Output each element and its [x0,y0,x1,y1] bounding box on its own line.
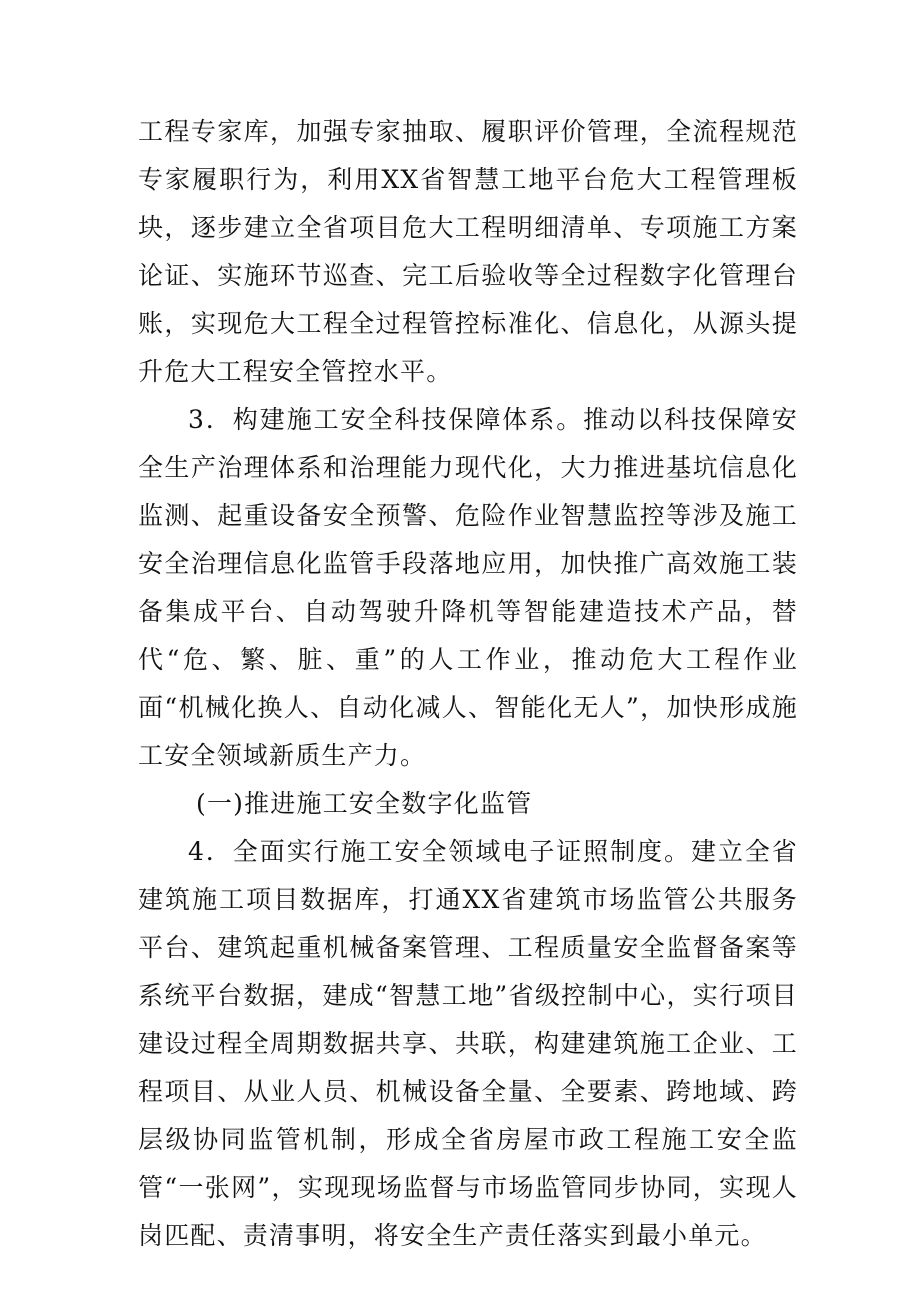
text-line: 工程专家库，加强专家抽取、履职评价管理，全流程规范专家 [138,117,798,194]
text-line: 驾驶升降机等智能建造技术产品，替代“危、繁、脏、重”的 [138,597,798,674]
text-line: 据共享、共联，构建建筑施工企业、工程项目、从业人员、机 [138,1029,798,1106]
text-line: 履职行为，利用XX省智慧工地平台危大工程管理板块，逐步建 [138,165,798,242]
text-line: 智能化无人”，加快形成施工安全领域新质生产力。 [138,693,798,770]
text-line: 起重机械备案管理、工程质量安全监督备案等系统平台数据， [138,933,798,1010]
section-heading: (一)推进施工安全数字化监管 [196,789,533,818]
paragraph-item-4 [138,828,798,1260]
paragraph-continued [138,108,798,396]
text-line: 场监管同步协同，实现人岗匹配、责清事明，将安全生产责任 [138,1173,798,1250]
text-line: 4．全面实行施工安全领域电子证照制度。建立全省建筑 [138,837,798,914]
text-line: 化监管手段落地应用，加快推广高效施工装备集成平台、自动 [138,549,798,626]
text-line: 省房屋市政工程施工安全监管“一张网”，实现现场监督与市 [138,1125,799,1202]
text-line: 巡查、完工后验收等全过程数字化管理台账，实现危大工程全 [138,261,798,338]
text-line: 施工项目数据库，打通XX省建筑市场监管公共服务平台、建筑 [138,885,798,962]
text-line: 立全省项目危大工程明细清单、专项施工方案论证、实施环节 [138,213,798,290]
document-page [138,108,798,1260]
text-line: 3．构建施工安全科技保障体系。推动以科技保障安全生 [138,405,798,482]
paragraph-item-3 [138,396,798,780]
text-line: 械设备全量、全要素、跨地域、跨层级协同监管机制，形成全 [138,1077,798,1154]
text-line: 落实到最小单元。 [557,1221,767,1250]
text-line: 过程管控标准化、信息化，从源头提升危大工程安全管控水平。 [138,309,798,386]
text-line: 产治理体系和治理能力现代化，大力推进基坑信息化监测、起 [138,453,798,530]
text-line: 人工作业，推动危大工程作业面“机械化换人、自动化减人、 [138,645,798,722]
text-line: 重设备安全预警、危险作业智慧监控等涉及施工安全治理信息 [138,501,798,578]
text-line: 建成“智慧工地”省级控制中心，实行项目建设过程全周期数 [138,981,798,1058]
